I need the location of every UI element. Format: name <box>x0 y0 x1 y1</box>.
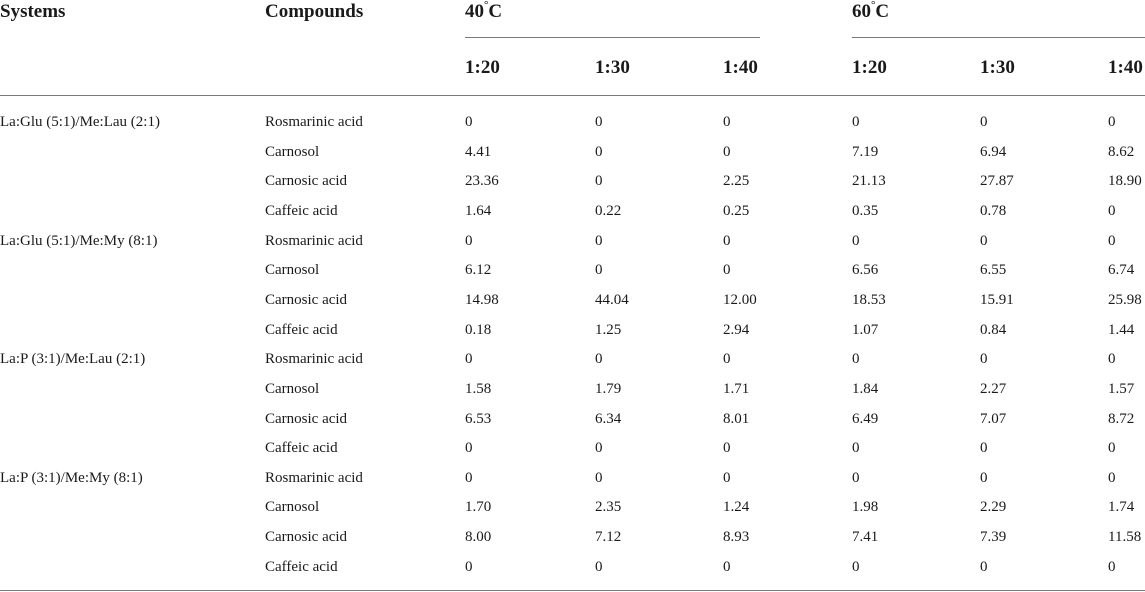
value-cell: 0 <box>723 233 731 249</box>
value-cell: 14.98 <box>465 292 499 308</box>
system-cell: La:Glu (5:1)/Me:My (8:1) <box>0 233 158 249</box>
value-cell: 23.36 <box>465 173 499 189</box>
value-cell: 12.00 <box>723 292 757 308</box>
value-cell: 25.98 <box>1108 292 1142 308</box>
compound-cell: Carnosol <box>265 499 320 515</box>
value-cell: 0 <box>980 470 988 486</box>
temp-60-value: 60 <box>852 1 871 22</box>
value-cell: 0 <box>1108 440 1116 456</box>
compound-cell: Carnosic acid <box>265 173 348 189</box>
value-cell: 6.12 <box>465 262 492 278</box>
value-cell: 0.22 <box>595 203 622 219</box>
value-cell: 0.18 <box>465 322 492 338</box>
header-temp-60 <box>852 2 889 21</box>
system-cell: La:Glu (5:1)/Me:Lau (2:1) <box>0 114 160 130</box>
value-cell: 1.24 <box>723 499 750 515</box>
value-cell: 7.19 <box>852 144 879 160</box>
value-cell: 7.12 <box>595 529 622 545</box>
compound-cell: Rosmarinic acid <box>265 470 363 486</box>
ratio-header: 1:40 <box>1108 57 1143 78</box>
value-cell: 6.94 <box>980 144 1007 160</box>
temp-40-unit: C <box>488 1 503 22</box>
value-cell: 0 <box>1108 233 1116 249</box>
value-cell: 7.41 <box>852 529 879 545</box>
value-cell: 0 <box>852 233 860 249</box>
compound-cell: Carnosic acid <box>265 292 348 308</box>
value-cell: 0 <box>980 114 988 130</box>
ratio-header: 1:20 <box>852 57 887 78</box>
system-cell: La:P (3:1)/Me:My (8:1) <box>0 470 143 486</box>
value-cell: 0 <box>852 351 860 367</box>
value-cell: 7.07 <box>980 411 1007 427</box>
ratio-header: 1:40 <box>723 57 758 78</box>
value-cell: 0 <box>465 559 473 575</box>
value-cell: 0 <box>1108 114 1116 130</box>
value-cell: 2.29 <box>980 499 1007 515</box>
value-cell: 0 <box>723 559 731 575</box>
compound-cell: Carnosic acid <box>265 411 348 427</box>
value-cell: 0.25 <box>723 203 750 219</box>
value-cell: 1.64 <box>465 203 492 219</box>
temp-40-degree: ° <box>484 0 489 11</box>
value-cell: 0 <box>595 144 603 160</box>
value-cell: 0 <box>595 470 603 486</box>
temp-60-span-rule <box>852 37 1145 38</box>
value-cell: 0 <box>595 262 603 278</box>
compound-cell: Caffeic acid <box>265 559 338 575</box>
value-cell: 0.35 <box>852 203 879 219</box>
compound-cell: Rosmarinic acid <box>265 233 363 249</box>
value-cell: 8.00 <box>465 529 492 545</box>
compound-cell: Carnosol <box>265 381 320 397</box>
value-cell: 27.87 <box>980 173 1014 189</box>
value-cell: 2.94 <box>723 322 750 338</box>
header-systems: Systems <box>0 1 66 22</box>
value-cell: 0 <box>980 559 988 575</box>
value-cell: 0 <box>852 470 860 486</box>
compound-cell: Carnosic acid <box>265 529 348 545</box>
value-cell: 0 <box>465 351 473 367</box>
value-cell: 0 <box>723 262 731 278</box>
system-cell: La:P (3:1)/Me:Lau (2:1) <box>0 351 146 367</box>
table-bottom-rule <box>0 590 1145 591</box>
value-cell: 2.27 <box>980 381 1007 397</box>
value-cell: 0 <box>465 470 473 486</box>
ratio-header: 1:20 <box>465 57 500 78</box>
value-cell: 18.90 <box>1108 173 1142 189</box>
value-cell: 0 <box>465 233 473 249</box>
value-cell: 0.84 <box>980 322 1007 338</box>
value-cell: 0 <box>595 233 603 249</box>
value-cell: 0 <box>980 351 988 367</box>
value-cell: 8.93 <box>723 529 750 545</box>
ratio-header: 1:30 <box>595 57 630 78</box>
value-cell: 1.74 <box>1108 499 1135 515</box>
value-cell: 0 <box>980 233 988 249</box>
value-cell: 0 <box>1108 203 1116 219</box>
temp-40-value: 40 <box>465 1 484 22</box>
value-cell: 6.56 <box>852 262 879 278</box>
value-cell: 0 <box>595 440 603 456</box>
value-cell: 0 <box>980 440 988 456</box>
value-cell: 1.84 <box>852 381 879 397</box>
value-cell: 0 <box>723 144 731 160</box>
value-cell: 1.98 <box>852 499 879 515</box>
compound-cell: Rosmarinic acid <box>265 114 363 130</box>
value-cell: 0 <box>723 440 731 456</box>
value-cell: 0 <box>1108 470 1116 486</box>
value-cell: 0.78 <box>980 203 1007 219</box>
value-cell: 6.55 <box>980 262 1007 278</box>
value-cell: 18.53 <box>852 292 886 308</box>
value-cell: 1.79 <box>595 381 622 397</box>
value-cell: 1.44 <box>1108 322 1135 338</box>
value-cell: 0 <box>723 114 731 130</box>
value-cell: 8.72 <box>1108 411 1135 427</box>
compound-cell: Caffeic acid <box>265 440 338 456</box>
value-cell: 11.58 <box>1108 529 1142 545</box>
value-cell: 8.01 <box>723 411 750 427</box>
value-cell: 0 <box>852 559 860 575</box>
value-cell: 0 <box>595 559 603 575</box>
header-compounds: Compounds <box>265 1 364 22</box>
header-bottom-rule <box>0 95 1145 96</box>
temp-40-span-rule <box>465 37 760 38</box>
value-cell: 7.39 <box>980 529 1007 545</box>
value-cell: 0 <box>852 114 860 130</box>
value-cell: 1.70 <box>465 499 492 515</box>
value-cell: 0 <box>595 351 603 367</box>
compound-cell: Caffeic acid <box>265 203 338 219</box>
value-cell: 0 <box>1108 351 1116 367</box>
value-cell: 6.53 <box>465 411 492 427</box>
value-cell: 1.57 <box>1108 381 1135 397</box>
compound-cell: Caffeic acid <box>265 322 338 338</box>
value-cell: 1.07 <box>852 322 879 338</box>
value-cell: 2.35 <box>595 499 622 515</box>
value-cell: 6.49 <box>852 411 879 427</box>
value-cell: 0 <box>723 470 731 486</box>
value-cell: 1.25 <box>595 322 622 338</box>
value-cell: 8.62 <box>1108 144 1135 160</box>
value-cell: 2.25 <box>723 173 750 189</box>
value-cell: 1.71 <box>723 381 750 397</box>
value-cell: 21.13 <box>852 173 886 189</box>
compound-cell: Carnosol <box>265 262 320 278</box>
value-cell: 0 <box>852 440 860 456</box>
value-cell: 6.74 <box>1108 262 1135 278</box>
value-cell: 0 <box>465 440 473 456</box>
compound-cell: Rosmarinic acid <box>265 351 363 367</box>
temp-60-unit: C <box>875 1 890 22</box>
ratio-header: 1:30 <box>980 57 1015 78</box>
temp-60-degree: ° <box>871 0 876 11</box>
value-cell: 0 <box>1108 559 1116 575</box>
compound-cell: Carnosol <box>265 144 320 160</box>
header-temp-40 <box>465 2 502 21</box>
value-cell: 4.41 <box>465 144 492 160</box>
value-cell: 1.58 <box>465 381 492 397</box>
value-cell: 15.91 <box>980 292 1014 308</box>
value-cell: 0 <box>595 114 603 130</box>
value-cell: 0 <box>595 173 603 189</box>
value-cell: 0 <box>465 114 473 130</box>
value-cell: 0 <box>723 351 731 367</box>
value-cell: 44.04 <box>595 292 629 308</box>
value-cell: 6.34 <box>595 411 622 427</box>
